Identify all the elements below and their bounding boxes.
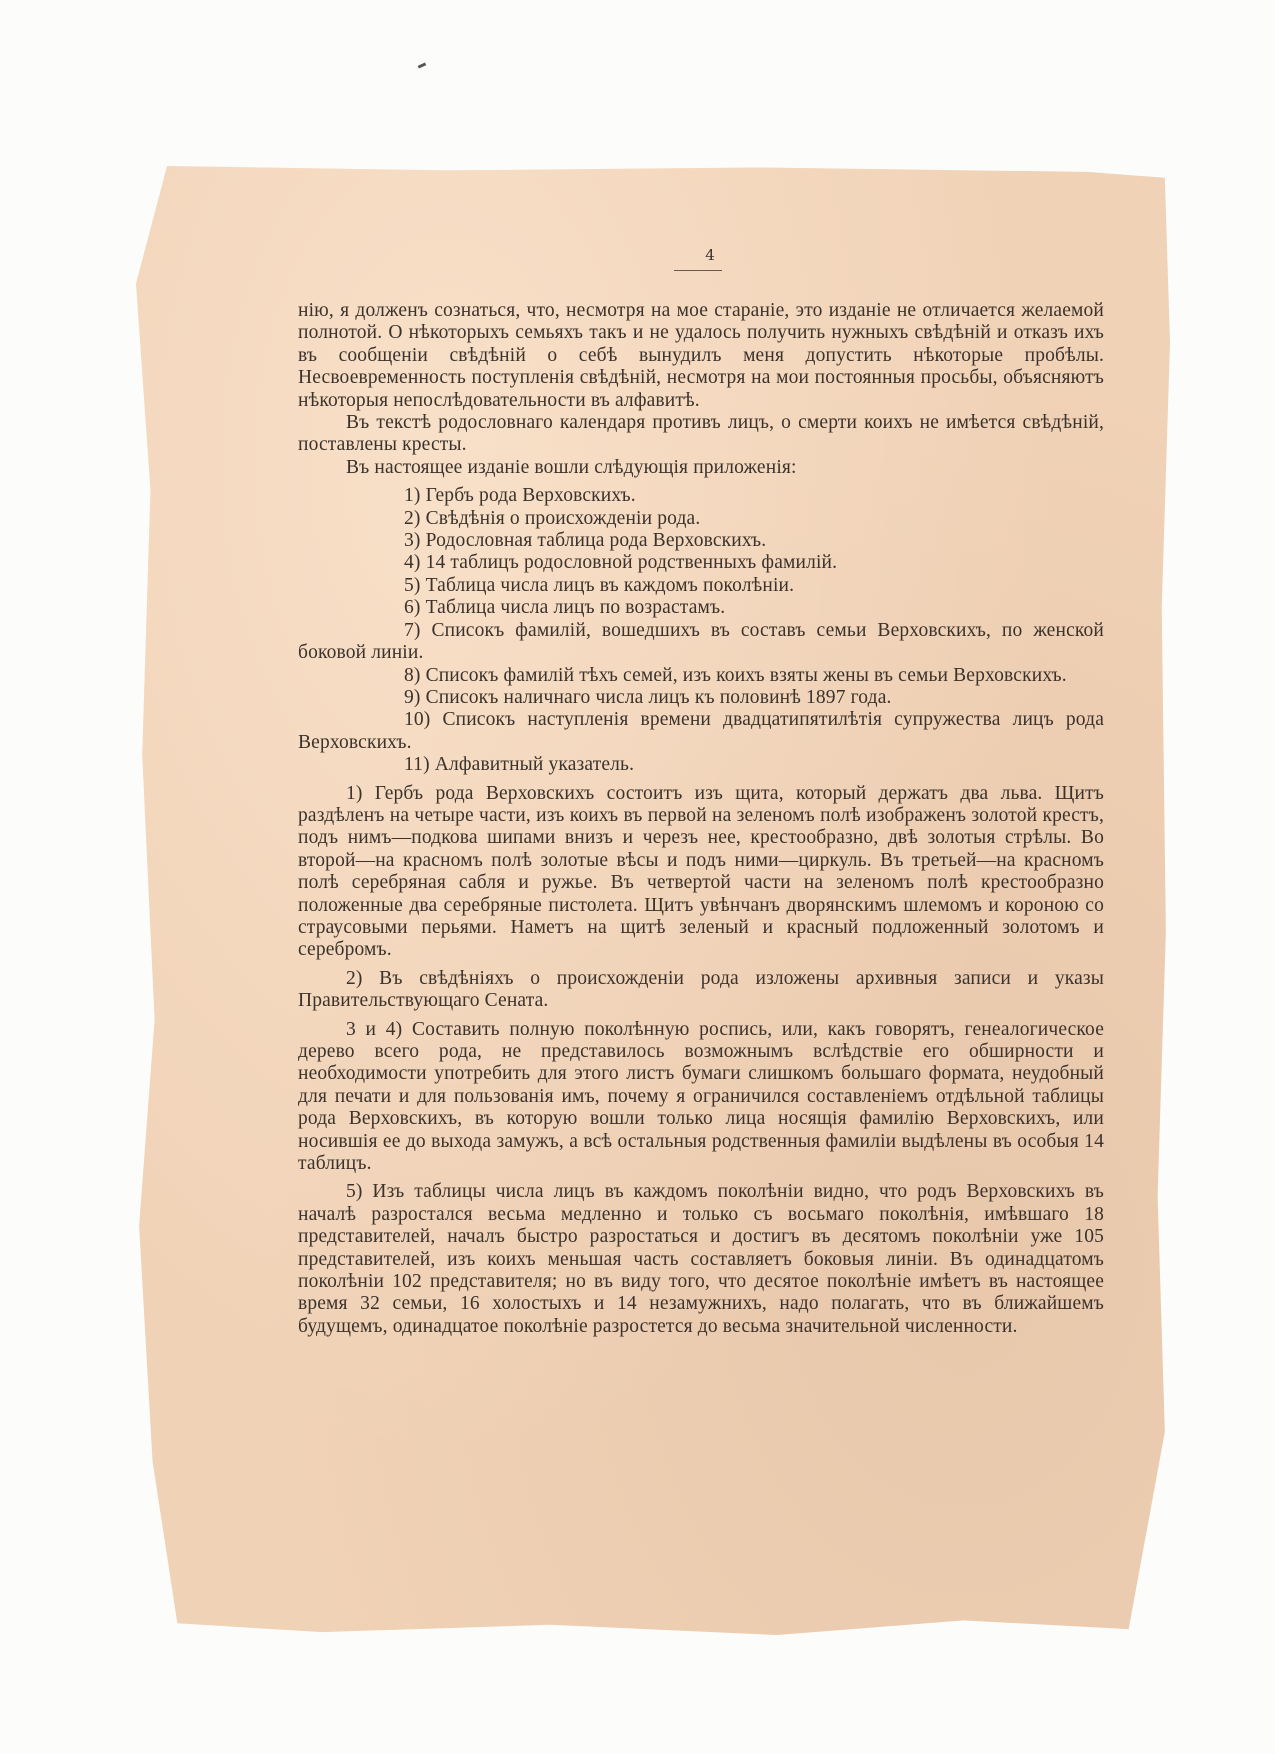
appendix-item: 3) Родословная таблица рода Верховскихъ. [404, 530, 767, 552]
appendix-item: 1) Гербъ рода Верховскихъ. [404, 485, 636, 507]
appendix-item: 7) Списокъ фамилій, вошедшихъ въ составъ семьи Верховскихъ, по женской боковой линіи. [298, 619, 1104, 664]
appendix-item: 5) Таблица числа лицъ въ каждомъ поколѣніи. [404, 574, 795, 596]
pencil-mark [418, 62, 427, 68]
intro-paragraph: нію, я долженъ сознаться, что, несмотря на мое стараніе, это изданіе не отличается желаемой полнотой. О нѣкоторыхъ семьяхъ такъ и не удалось получить нужныхъ свѣдѣній и отказъ ихъ въ сообщеніи свѣдѣній о себѣ вынудилъ меня допустить нѣкоторые пробѣлы. Несвоевременность поступленія свѣдѣній, несмотря на мои постоянныя просьбы, объясняютъ нѣкоторыя непослѣдовательности въ алфавитѣ. [298, 300, 1104, 411]
page-number-rule [674, 270, 722, 271]
appendix-item: 4) 14 таблицъ родословной родственныхъ фамилій. [404, 552, 838, 574]
genealogy-paragraph: 3 и 4) Составить полную поколѣнную роспись, или, какъ говорятъ, генеалогическое дерево всего рода, не представилось возможнымъ вслѣдствіе его обширности и необходимости употребить для этого листъ бумаги слишкомъ большаго формата, неудобный для печати и для пользованія имъ, почему я ограничился составленіемъ отдѣльной таблицы рода Верховскихъ, въ которую вошли только лица носящія фамилію Верховскихъ, или носившія ее до выхода замужъ, а всѣ остальныя родственныя фамиліи выдѣлены въ особыя 14 таблицъ. [298, 1018, 1104, 1175]
crosses-paragraph: Въ текстѣ родословнаго календаря противъ лицъ, о смерти коихъ не имѣется свѣдѣній, поставлены кресты. [298, 412, 1104, 456]
appendices-intro: Въ настоящее изданіе вошли слѣдующія приложенія: [346, 456, 797, 478]
coat-of-arms-paragraph: 1) Гербъ рода Верховскихъ состоитъ изъ щита, который держатъ два льва. Щитъ раздѣленъ на четыре части, изъ коихъ въ первой на зеленомъ полѣ изображенъ золотой крестъ, подъ нимъ—подкова шипами внизъ и черезъ нее, крестообразно, двѣ золотыя стрѣлы. Во второй—на красномъ полѣ золотые вѣсы и подъ ними—циркуль. Въ третьей—на красномъ полѣ серебряная сабля и ружье. Въ четвертой части на зеленомъ полѣ крестообразно положенные два серебряные пистолета. Щитъ увѣнчанъ дворянскимъ шлемомъ и короною со страусовыми перьями. Наметъ на щитѣ зеленый и красный подложенный золотомъ и серебромъ. [298, 782, 1104, 961]
body-text [298, 300, 1104, 1338]
appendix-item: 9) Списокъ наличнаго числа лицъ къ половинѣ 1897 года. [404, 686, 892, 708]
origin-paragraph: 2) Въ свѣдѣніяхъ о происхожденіи рода изложены архивныя записи и указы Правительствующаго Сената. [298, 967, 1104, 1012]
appendix-list [298, 485, 1104, 776]
appendix-item: 11) Алфавитный указатель. [404, 754, 635, 776]
page-number: 4 [705, 246, 715, 264]
generations-paragraph: 5) Изъ таблицы числа лицъ въ каждомъ поколѣніи видно, что родъ Верховскихъ въ началѣ разростался весьма медленно и только съ восьмаго поколѣнія, имѣвшаго 18 представителей, началъ быстро разростаться и достигъ въ десятомъ поколѣніи уже 105 представителей, изъ коихъ меньшая часть составляетъ боковыя линіи. Въ одинадцатомъ поколѣніи 102 представителя; но въ виду того, что десятое поколѣніе имѣетъ въ настоящее время 32 семьи, 16 холостыхъ и 14 незамужнихъ, надо полагать, что въ ближайшемъ будущемъ, одинадцатое поколѣніе разростется до весьма значительной численности. [298, 1181, 1104, 1337]
appendix-item: 6) Таблица числа лицъ по возрастамъ. [404, 597, 726, 619]
appendix-item: 8) Списокъ фамилій тѣхъ семей, изъ коихъ взяты жены въ семьи Верховскихъ. [404, 664, 1067, 686]
appendix-item: 10) Списокъ наступленія времени двадцатипятилѣтія супружества лицъ рода Верховскихъ. [298, 709, 1104, 753]
appendix-item: 2) Свѣдѣнія о происхожденіи рода. [404, 507, 701, 529]
